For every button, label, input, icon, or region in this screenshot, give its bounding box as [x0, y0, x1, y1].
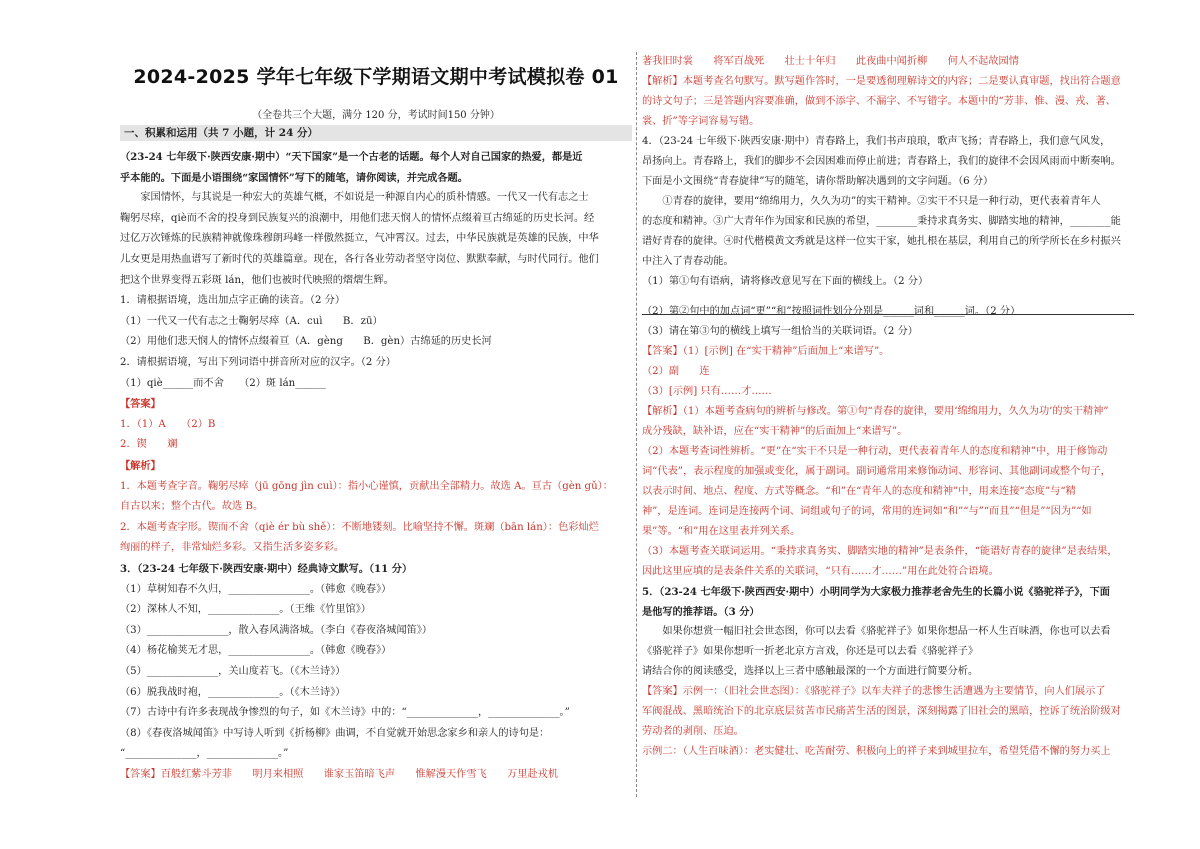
text-line: 昂扬向上。青春路上，我们的脚步不会因困难而停止前进；青春路上，我们的旋律不会因风雨而中断奏响。 [642, 156, 1121, 167]
text-line: （5）______________，关山度若飞。（《木兰诗》） [120, 666, 346, 677]
text-line: 把这个世界变得五彩斑 lán，他们也被时代映照的熠熠生辉。 [120, 274, 394, 286]
text-line: 儿女更是用热血谱写了新时代的英雄篇章。现在，各行各业劳动者坚守岗位、默默奉献，与时代同行。他们 [120, 254, 599, 265]
text-line: （8）《春夜洛城闻笛》中写诗人听到《折杨柳》曲调，不自觉就开始思念家乡和亲人的诗句是： [120, 727, 550, 739]
text-line: 1．本题考查字音。鞠躬尽瘁（jū gōng jìn cuì）：指小心谨慎，贡献出全部精力。故选 A。亘古（gèn gǔ）： [120, 480, 613, 492]
text-line: （2）深林人不知，______________。（王维《竹里馆》） [120, 604, 371, 616]
text-line: 乎本能的。下面是小语围绕“家国情怀”写下的随笔，请你阅读，并完成各题。 [120, 171, 468, 184]
text-line: 3．（23-24 七年级下·陕西安康·期中）经典诗文默写。（11 分） [120, 563, 413, 575]
text-line: 1．请根据语境，选出加点字正确的读音。（2 分） [120, 295, 346, 307]
text-line: （2）第②句中的加点词“更”“和”按照词性划分分别是______词和______词。（2 分） [642, 306, 1021, 317]
text-line: “______________，______________。” [120, 748, 289, 760]
text-line: 因此这里应填的是表条件关系的关联词，“只有……才……”用在此处符合语境。 [642, 566, 999, 577]
section-title: 一、积累和运用（共 7 小题，计 24 分） [124, 127, 319, 139]
text-line: 【解析】（1）本题考查病句的辨析与修改。第①句“青春的旋律，要用‘绵绵用力，久久为功’的实干精神” [642, 406, 1109, 417]
text-line: 以表示时间、地点、程度、方式等概念。“和”在“青年人的态度和精神”中，用来连接“态度”与“精 [642, 486, 1076, 497]
section-header-bar [120, 125, 632, 141]
text-line: 【答案】示例一：（旧社会世态图）：《骆驼祥子》以车夫祥子的悲惨生活遭遇为主要情节，向人们展示了 [642, 686, 1106, 697]
text-line: （1）一代又一代有志之士鞠躬尽瘁（A．cuì B．zū） [120, 315, 383, 327]
text-line: 是他写的推荐语。（3 分） [642, 606, 760, 618]
text-line: 【答案】百般红紫斗芳菲 明月来相照 谁家玉笛暗飞声 惟解漫天作雪飞 万里赴戎机 [120, 769, 559, 780]
text-line: （3）请在第③句的横线上填写一组恰当的关联词语。（2 分） [642, 326, 918, 337]
text-line: （2）本题考查词性辨析。“更”在“实干不只是一种行动，更代表着青年人的态度和精神”中，用于修饰动 [642, 446, 1108, 457]
text-line: 著我旧时裳 将军百战死 壮士十年归 此夜曲中闻折柳 何人不起故园情 [642, 56, 1019, 67]
text-line: （3）[示例] 只有……才…… [642, 386, 772, 397]
text-line: 神”，是连词。连词是连接两个词、词组或句子的词，常用的连词如“和”“与”“而且”“但是”“因为”“如 [642, 506, 1092, 517]
text-line: （3）本题考查关联词运用。“秉持求真务实、脚踏实地的精神”是表条件，“能谱好青春的旋律”是表结果， [642, 546, 1118, 557]
text-line: 家国情怀，与其说是一种宏大的英雄气概，不如说是一种源自内心的质朴情感。一代又一代有志之士 [120, 192, 589, 204]
text-line: （1）草树知春不久归，________________。（韩愈《晚春》） [120, 583, 392, 595]
text-line: 《骆驼祥子》如果你想听一折老北京方言戏，你还是可以去看《骆驼祥子》 [642, 646, 979, 657]
text-line: 【答案】（1）[示例] 在“实干精神”后面加上“来谱写”。 [642, 346, 890, 357]
text-line: 谱好青春的旋律。④时代楷模黄文秀就是这样一位实干家，她扎根在基层，利用自己的所学所长在乡村振兴 [642, 236, 1121, 247]
text-line: （2）用他们悲天悯人的情怀点缀着亘（A．gèng B．gèn）古绵延的历史长河 [120, 336, 492, 348]
text-line: 军阀混战、黑暗统治下的北京底层贫苦市民痛苦生活的图景，深刻揭露了旧社会的黑暗，控诉了统治阶级对 [642, 706, 1121, 717]
text-line: 2．锲 斓 [120, 439, 178, 451]
text-line: 的诗文句子；三是答题内容要准确，做到不添字、不漏字、不写错字。本题中的“芳菲、惟、漫、戎、著、 [642, 96, 1116, 107]
text-line: （23-24 七年级下·陕西安康·期中）“天下国家”是一个古老的话题。每个人对自己国家的热爱，都是近 [120, 151, 583, 163]
text-line: （7）古诗中有许多表现战争惨烈的句子，如《木兰诗》中的：“______________，______________。” [120, 707, 570, 719]
text-line: （1）第①句有语病，请将修改意见写在下面的横线上。（2 分） [642, 276, 929, 287]
text-line: 如果你想赏一幅旧社会世态图，你可以去看《骆驼祥子》如果你想品一杯人生百味酒，你也可以去看 [642, 626, 1111, 637]
text-line: 自古以来；整个古代。故选 B。 [120, 501, 264, 513]
text-line: 【解析】本题考查名句默写。默写题作答时，一是要透彻理解诗文的内容；二是要认真审题，找出符合题意 [642, 76, 1121, 87]
text-line: 过亿万次锤炼的民族精神就像珠穆朗玛峰一样傲然挺立，气冲霄汉。过去，中华民族就是英雄的民族，中华 [120, 233, 599, 245]
text-line: 4．（23-24 七年级下·陕西安康·期中）青春路上，我们书声琅琅，歌声飞扬；青春路上，我们意气风发， [642, 136, 1111, 147]
text-line: 示例二：（人生百味酒）：老实健壮、吃苦耐劳、积极向上的祥子来到城里拉车，希望凭借不懈的努力买上 [642, 746, 1111, 757]
text-line: 词“代表”，表示程度的加强或变化，属于副词。副词通常用来修饰动词、形容词、其他副词或整个句子， [642, 466, 1111, 477]
text-line: 【答案】 [120, 398, 161, 411]
text-line: 绚丽的样子，非常灿烂多彩。又指生活多姿多彩。 [120, 542, 345, 554]
text-line: 下面是小文围绕“青春旋律”写的随笔，请你帮助解决遇到的文字问题。（6 分） [642, 176, 994, 187]
column-divider [636, 52, 637, 797]
text-line: 劳动者的剥削、压迫。 [642, 726, 744, 737]
text-line: ①青春的旋律，要用“绵绵用力，久久为功”的实干精神。②实干不只是一种行动，更代表着青年人 [642, 196, 1101, 207]
text-line: 5．（23-24 七年级下·陕西西安·期中）小明同学为大家极力推荐老舍先生的长篇小说《骆驼祥子》，下面 [642, 586, 1110, 598]
text-line: 2．本题考查字形。锲而不舍（qiè ér bù shě）：不断地镂刻。比喻坚持不懈。斑斓（bān lán）：色彩灿烂 [120, 521, 599, 533]
text-line: 果”等。“和”用在这里表并列关系。 [642, 526, 801, 537]
text-line: 裳、折”等字词容易写错。 [642, 116, 760, 127]
text-line: （2）副 连 [642, 366, 710, 377]
text-line: 【解析】 [120, 460, 161, 472]
text-line: 中注入了青春动能。 [642, 256, 734, 267]
text-line: （3）________________，散入春风满洛城。（李白《春夜洛城闻笛》） [120, 624, 433, 636]
text-line: （4）杨花榆荚无才思，________________。（韩愈《晚春》） [120, 645, 392, 657]
text-line: （1）qiè______而不舍 （2）斑 lán______ [120, 377, 326, 389]
text-line: 的态度和精神。③广大青年作为国家和民族的希望，________秉持求真务实、脚踏实地的精神，________能 [642, 216, 1121, 227]
text-line: 请结合你的阅读感受，选择以上三者中感触最深的一个方面进行简要分析。 [642, 666, 979, 677]
page-title: 2024-2025 学年七年级下学期语文期中考试模拟卷 01 [133, 66, 619, 88]
answer-blank-line [642, 314, 1134, 315]
text-line: 1．（1）A （2）B [120, 418, 216, 430]
text-line: 成分残缺，缺补语，应在“实干精神”的后面加上“来谱写”。 [642, 426, 908, 437]
text-line: 2．请根据语境，写出下列词语中拼音所对应的汉字。（2 分） [120, 357, 396, 368]
exam-info: （全卷共三个大题，满分 120 分，考试时间150 分钟） [252, 110, 500, 121]
text-line: 鞠躬尽瘁，qiè而不舍的投身到民族复兴的浪潮中，用他们悲天悯人的情怀点缀着亘古绵延的历史长河。经 [120, 212, 595, 224]
text-line: （6）脱我战时袍，______________。（《木兰诗》） [120, 686, 346, 698]
